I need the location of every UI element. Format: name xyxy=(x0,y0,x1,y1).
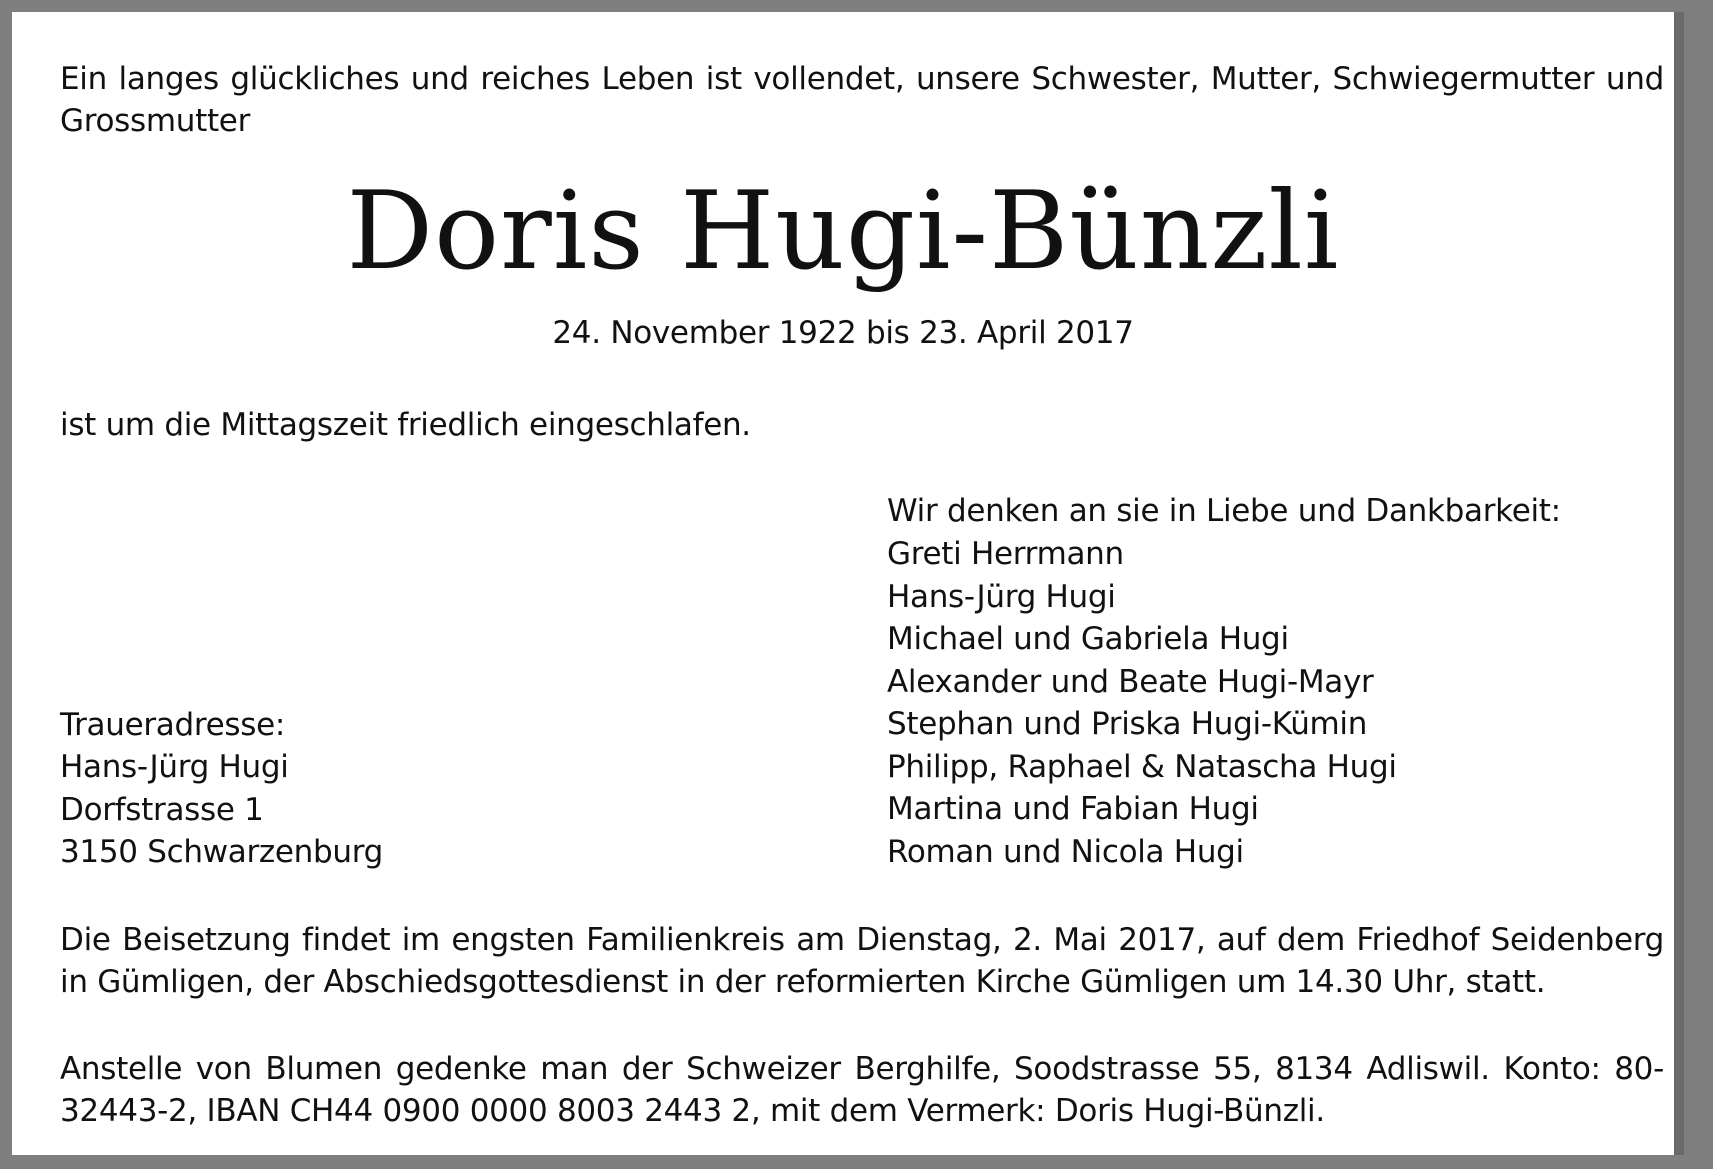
mourner-name: Stephan und Priska Hugi-Kümin xyxy=(887,706,1368,742)
mourner-name: Martina und Fabian Hugi xyxy=(887,791,1259,827)
obituary-card xyxy=(12,12,1684,1155)
mourner-name: Greti Herrmann xyxy=(887,536,1124,572)
mourner-name: Hans-Jürg Hugi xyxy=(887,578,1116,615)
intro-paragraph: Ein langes glückliches und reiches Leben ist vollendet, unsere Schwester, Mutter, Schwiegermutter und Grossmutter xyxy=(60,61,1664,139)
mourner-name: Roman und Nicola Hugi xyxy=(887,833,1244,870)
mourners-heading: Wir denken an sie in Liebe und Dankbarkeit: xyxy=(887,493,1561,529)
donation-paragraph: Anstelle von Blumen gedenke man der Schweizer Berghilfe, Soodstrasse 55, 8134 Adliswil. Konto: 80-32443-2, IBAN CH44 0900 0000 8003 2443 2, mit dem Vermerk: Doris Hugi-Bünzli. xyxy=(60,1051,1664,1129)
address-line: Hans-Jürg Hugi xyxy=(60,749,289,785)
mourners-list xyxy=(887,533,1397,873)
address-line: Dorfstrasse 1 xyxy=(60,791,264,828)
address-block xyxy=(60,746,383,874)
passing-note: ist um die Mittagszeit friedlich eingeschlafen. xyxy=(60,407,751,443)
address-line: 3150 Schwarzenburg xyxy=(60,834,384,870)
mourner-name: Philipp, Raphael & Natascha Hugi xyxy=(887,748,1397,785)
deceased-name: Doris Hugi-Bünzli xyxy=(346,169,1340,294)
address-label: Traueradresse: xyxy=(60,707,286,743)
mourner-name: Michael und Gabriela Hugi xyxy=(887,621,1289,657)
mourner-name: Alexander und Beate Hugi-Mayr xyxy=(887,663,1374,700)
funeral-paragraph: Die Beisetzung findet im engsten Familienkreis am Dienstag, 2. Mai 2017, auf dem Friedhof Seidenberg in Gümligen, der Abschiedsgottesdienst in der reformierten Kirche Gümligen um 14.30 Uhr, statt. xyxy=(60,922,1664,1000)
life-dates: 24. November 1922 bis 23. April 2017 xyxy=(552,315,1134,351)
